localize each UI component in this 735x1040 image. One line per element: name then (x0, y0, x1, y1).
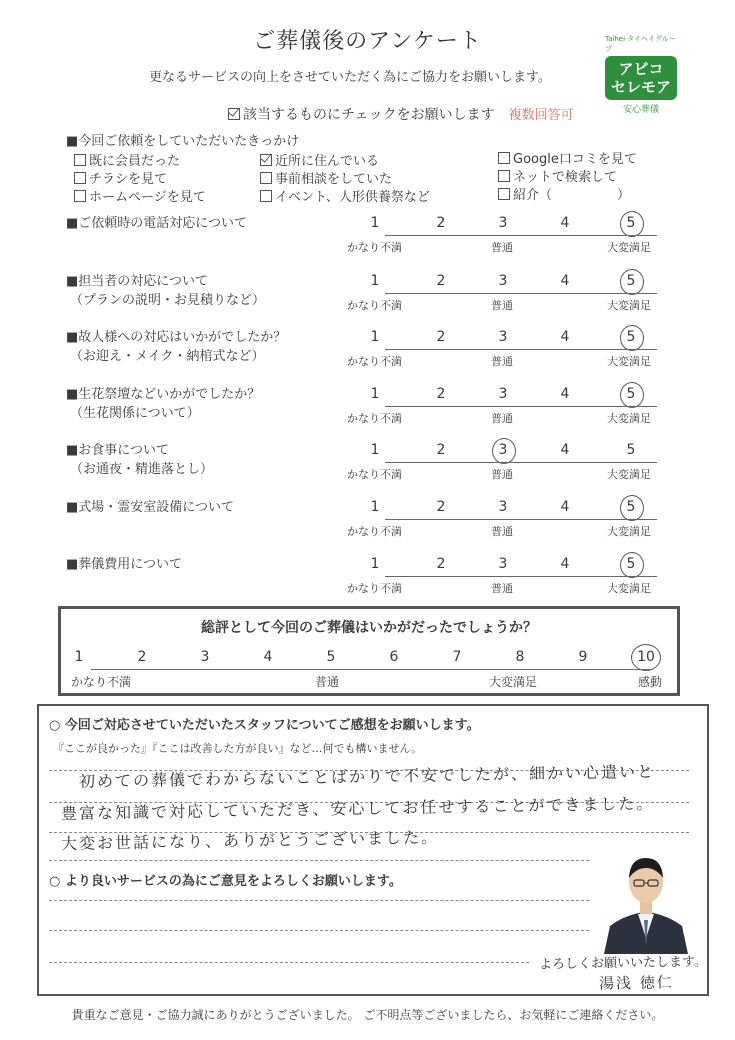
reason-option[interactable] (260, 168, 392, 187)
scale-label-low: かなり不満 (347, 468, 402, 481)
question-title: ■生花祭壇などいかがでしたか？ (66, 387, 261, 402)
overall-option-5[interactable]: 5 (326, 649, 336, 665)
page-subtitle: 更なるサービスの向上をさせていただく為にご協力をお願いします。 (149, 70, 551, 85)
scale-label-mid: 普通 (491, 582, 513, 595)
rating-option-4[interactable]: 4 (560, 386, 570, 402)
comment-box (37, 704, 709, 996)
scale-label-mid: 普通 (491, 241, 513, 254)
company-logo (605, 34, 677, 115)
rating-option-3[interactable]: 3 (498, 386, 508, 402)
rating-option-2[interactable]: 2 (436, 556, 446, 572)
scale-label-high: 大変満足 (607, 468, 651, 481)
question-subtitle: （生花関係について） (70, 406, 200, 421)
overall-option-8[interactable]: 8 (515, 649, 525, 665)
logo-group-name: Taihei タイヘイグループ (605, 35, 676, 53)
scale-label-low: かなり不満 (347, 355, 402, 368)
reason-option-label: ホームページを見て (89, 190, 206, 205)
page-title: ご葬儀後のアンケート (253, 29, 482, 54)
overall-label-mid: 普通 (315, 675, 340, 689)
reason-option[interactable] (498, 148, 637, 167)
rating-option-4[interactable]: 4 (560, 215, 570, 231)
reason-option-label: 既に会員だった (89, 154, 181, 169)
reason-option-label: イベント、人形供養祭など (275, 190, 430, 205)
overall-option-1[interactable]: 1 (74, 649, 84, 665)
scale-label-low: かなり不満 (347, 241, 402, 254)
scale-line (385, 293, 657, 294)
rating-option-4[interactable]: 4 (560, 442, 570, 458)
rating-option-4[interactable]: 4 (560, 556, 570, 572)
overall-scale-line (91, 669, 651, 670)
handwritten-comment-line-2: 豊富な知識で対応していただき、安心してお任せすることができました。 (60, 793, 655, 824)
scale-label-low: かなり不満 (347, 299, 402, 312)
scale-line (385, 576, 657, 577)
reason-option-label: 近所に住んでいる (275, 154, 380, 169)
handwritten-comment-line-3: 大変お世話になり、ありがとうございました。 (60, 827, 440, 854)
staff-signature: 湯浅 徳仁 (598, 973, 674, 993)
question-subtitle: （お迎え・メイク・納棺式など） (70, 349, 265, 364)
overall-option-10[interactable]: 10 (634, 649, 658, 665)
rating-option-2[interactable]: 2 (436, 386, 446, 402)
scale-line (385, 406, 657, 407)
checkbox-icon[interactable] (498, 152, 510, 164)
overall-option-3[interactable]: 3 (200, 649, 210, 665)
rating-scale (347, 215, 685, 255)
overall-option-2[interactable]: 2 (137, 649, 147, 665)
staff-comment-heading: ○ 今回ご対応させていただいたスタッフについてご感想をお願いします。 (49, 718, 480, 733)
reason-option-label: チラシを見て (89, 172, 168, 187)
reason-option[interactable] (74, 186, 206, 205)
rating-option-5[interactable]: 5 (626, 442, 636, 458)
scale-label-high: 大変満足 (607, 582, 651, 595)
reason-option[interactable] (74, 168, 167, 187)
rating-option-3[interactable]: 3 (498, 329, 508, 345)
scale-label-mid: 普通 (491, 525, 513, 538)
scale-line (385, 462, 657, 463)
question-title: ■ご依頼時の電話対応について (66, 216, 248, 231)
overall-label-high: 大変満足 (489, 675, 538, 689)
logo-tagline: 安心葬儀 (622, 105, 659, 115)
rating-option-1[interactable]: 1 (370, 273, 380, 289)
question-title: ■葬儀費用について (66, 557, 183, 572)
overall-question: 総評として今回のご葬儀はいかがだったでしょうか？ (201, 620, 537, 636)
scale-line (385, 235, 657, 236)
scale-label-high: 大変満足 (607, 299, 651, 312)
staff-photo (596, 842, 696, 954)
rating-scale (347, 556, 685, 596)
scale-label-low: かなり不満 (347, 582, 402, 595)
scale-label-mid: 普通 (491, 299, 513, 312)
check-icon (228, 108, 240, 120)
opinion-heading: ○ より良いサービスの為にご意見をよろしくお願いします。 (49, 874, 402, 889)
check-instruction (228, 104, 574, 124)
checkbox-icon[interactable] (74, 172, 86, 184)
scale-label-low: かなり不満 (347, 525, 402, 538)
checkbox-icon[interactable] (260, 154, 272, 166)
reason-option-label: ネットで検索して (513, 170, 618, 185)
overall-option-6[interactable]: 6 (389, 649, 399, 665)
question-title: ■故人様への対応はいかがでしたか？ (66, 330, 287, 345)
rating-option-3[interactable]: 3 (493, 442, 513, 458)
checkbox-icon[interactable] (498, 188, 510, 200)
rating-option-2[interactable]: 2 (436, 442, 446, 458)
rating-option-5[interactable]: 5 (621, 499, 641, 515)
checkbox-icon[interactable] (260, 172, 272, 184)
rating-option-1[interactable]: 1 (370, 215, 380, 231)
checkbox-icon[interactable] (498, 170, 510, 182)
overall-label-top: 感動 (638, 675, 663, 689)
scale-label-high: 大変満足 (607, 412, 651, 425)
rating-option-5[interactable]: 5 (621, 215, 641, 231)
scale-line (385, 519, 657, 520)
reason-option-label: 事前相談をしていた (275, 172, 393, 187)
question-subtitle: （お通夜・精進落とし） (70, 462, 214, 477)
overall-label-low: かなり不満 (71, 675, 132, 689)
rating-option-5[interactable]: 5 (621, 556, 641, 572)
logo-name-line2: セレモア (610, 78, 671, 96)
rating-option-3[interactable]: 3 (498, 556, 508, 572)
rating-scale (347, 386, 685, 426)
rating-option-2[interactable]: 2 (436, 329, 446, 345)
scale-label-high: 大変満足 (607, 525, 651, 538)
reason-option-label: 紹介（ ） (513, 188, 631, 203)
reason-option[interactable] (260, 150, 379, 169)
rating-scale (347, 329, 685, 369)
logo-name-line1: アビコ (618, 60, 664, 78)
rating-option-4[interactable]: 4 (560, 499, 570, 515)
scale-label-mid: 普通 (491, 468, 513, 481)
question-title: ■お食事について (66, 443, 170, 458)
footer-text: 貴重なご意見・ご協力誠にありがとうございました。 ご不明点等ございましたら、お気軽にご連絡ください。 (71, 1008, 664, 1022)
rating-option-4[interactable]: 4 (560, 329, 570, 345)
handwritten-comment-line-1: 初めての葬儀でわからないことばかりで不安でしたが、細かい心遣いと (78, 761, 656, 792)
question-subtitle: （プランの説明・お見積りなど） (70, 293, 266, 308)
rating-option-2[interactable]: 2 (436, 215, 446, 231)
rating-option-3[interactable]: 3 (498, 215, 508, 231)
rating-option-2[interactable]: 2 (436, 499, 446, 515)
scale-label-mid: 普通 (491, 412, 513, 425)
reason-heading: ■今回ご依頼をしていただいたきっかけ (66, 134, 300, 149)
scale-label-mid: 普通 (491, 355, 513, 368)
scale-label-high: 大変満足 (607, 355, 651, 368)
reason-option[interactable] (260, 186, 430, 205)
question-title: ■式場・霊安室設備について (66, 500, 235, 515)
overall-option-4[interactable]: 4 (263, 649, 273, 665)
multiple-ok-label: 複数回答可 (508, 108, 574, 123)
reason-option[interactable] (498, 166, 617, 185)
check-instruction-text: 該当するものにチェックをお願いします (243, 107, 495, 123)
staff-message: よろしくお願いいたします。 (538, 954, 708, 973)
rating-option-1[interactable]: 1 (370, 386, 380, 402)
rating-option-1[interactable]: 1 (370, 556, 380, 572)
checkbox-icon[interactable] (74, 190, 86, 202)
reason-option-label: Google口コミを見て (513, 152, 637, 167)
rating-scale (347, 273, 685, 313)
rating-option-4[interactable]: 4 (560, 273, 570, 289)
checkbox-icon[interactable] (260, 190, 272, 202)
reason-option[interactable] (74, 150, 180, 169)
rating-option-5[interactable]: 5 (621, 273, 641, 289)
scale-label-low: かなり不満 (347, 412, 402, 425)
reason-option[interactable] (498, 184, 630, 203)
rating-option-5[interactable]: 5 (621, 329, 641, 345)
rating-scale (347, 499, 685, 539)
rating-option-1[interactable]: 1 (370, 329, 380, 345)
overall-rating-box (58, 606, 680, 696)
scale-label-high: 大変満足 (607, 241, 651, 254)
overall-option-9[interactable]: 9 (578, 649, 588, 665)
rating-option-3[interactable]: 3 (498, 499, 508, 515)
scale-line (385, 349, 657, 350)
question-title: ■担当者の対応について (66, 274, 209, 289)
overall-option-7[interactable]: 7 (452, 649, 462, 665)
rating-option-3[interactable]: 3 (498, 273, 508, 289)
rating-option-1[interactable]: 1 (370, 442, 380, 458)
rating-option-1[interactable]: 1 (370, 499, 380, 515)
staff-comment-hint: 『ここが良かった』『ここは改善した方が良い』など…何でも構いません。 (53, 742, 423, 755)
rating-option-5[interactable]: 5 (621, 386, 641, 402)
rating-option-2[interactable]: 2 (436, 273, 446, 289)
rating-scale (347, 442, 685, 482)
checkbox-icon[interactable] (74, 154, 86, 166)
